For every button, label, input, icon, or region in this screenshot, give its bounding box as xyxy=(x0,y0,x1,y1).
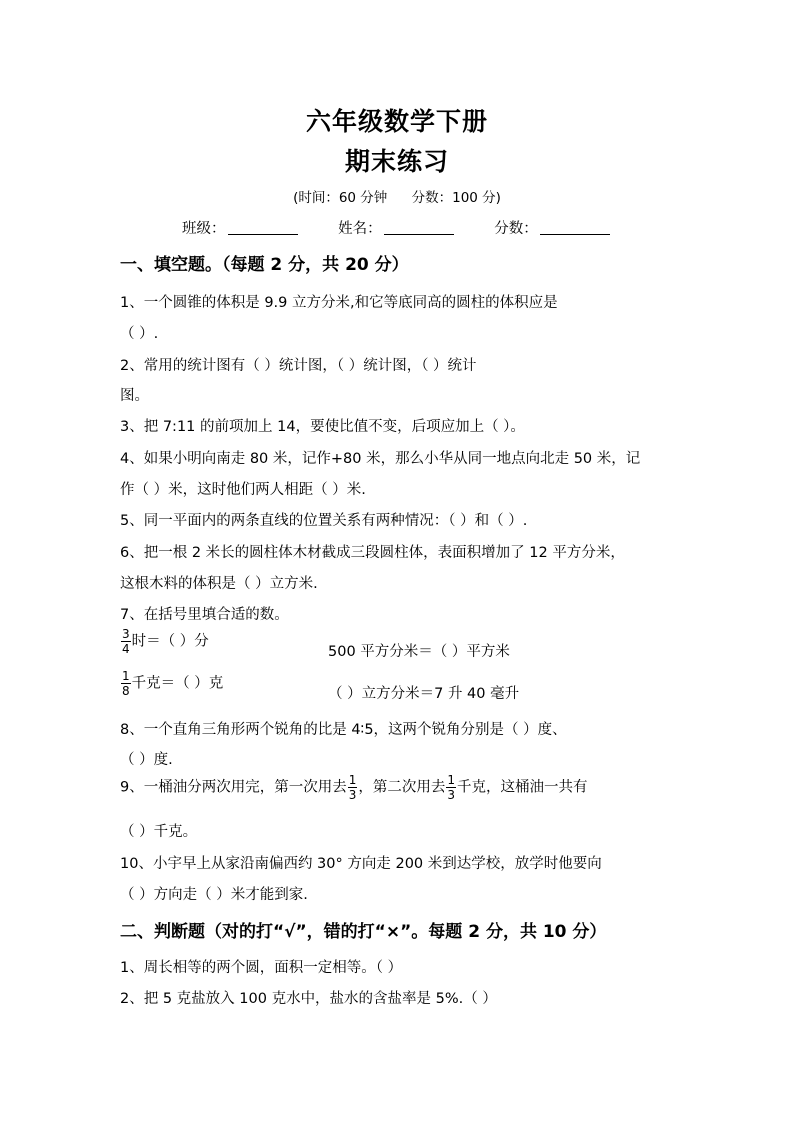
exam-meta xyxy=(0,186,794,206)
fraction-one-eighth: $\frac{1}{8}$ xyxy=(122,669,130,698)
question-7-row-1-right: 500 平方分米＝（ ）平方米 xyxy=(328,644,510,660)
question-7-row-1 xyxy=(120,628,209,655)
name-label: 姓名： xyxy=(338,221,382,237)
score-label: 分数： xyxy=(494,221,538,237)
section-2-heading: 二、判断题（对的打“√”，错的打“×”。每题 2 分，共 10 分） xyxy=(120,922,607,942)
time-info: (时间：60 分钟 xyxy=(293,190,388,206)
question-4-line-1: 4、如果小明向南走 80 米，记作+80 米，那么小华从同一地点向北走 50 米，记 xyxy=(120,451,641,467)
question-6-line-1: 6、把一根 2 米长的圆柱体木材截成三段圆柱体，表面积增加了 12 平方分米， xyxy=(120,545,625,561)
question-8-line-2: （ ）度. xyxy=(120,752,173,768)
q7-row1-left: 时＝（ ）分 xyxy=(131,633,209,650)
fraction-three-quarters: $\frac{3}{4}$ xyxy=(122,627,130,656)
question-1-line-2: （ ）. xyxy=(120,326,159,342)
question-9-line-2: （ ）千克。 xyxy=(120,824,198,840)
score-blank[interactable] xyxy=(540,220,610,235)
name-blank[interactable] xyxy=(384,220,454,235)
name-field xyxy=(338,217,454,238)
exam-subtitle: 期末练习 xyxy=(344,147,449,176)
question-5: 5、同一平面内的两条直线的位置关系有两种情况：（ ）和（ ）. xyxy=(120,513,528,529)
score-info: 分数：100 分) xyxy=(411,190,501,206)
class-field xyxy=(182,217,298,238)
question-2-line-1: 2、常用的统计图有（ ）统计图，（ ）统计图，（ ）统计 xyxy=(120,358,477,374)
question-8-line-1: 8、一个直角三角形两个锐角的比是 4∶5，这两个锐角分别是（ ）度、 xyxy=(120,722,567,738)
question-1-line-1: 1、一个圆锥的体积是 9.9 立方分米,和它等底同高的圆柱的体积应是 xyxy=(120,295,558,311)
question-6-line-2: 这根木料的体积是（ ）立方米. xyxy=(120,576,318,592)
question-10-line-1: 10、小宇早上从家沿南偏西约 30° 方向走 200 米到达学校，放学时他要向 xyxy=(120,856,602,872)
question-3: 3、把 7:11 的前项加上 14，要使比值不变，后项应加上（ ）。 xyxy=(120,419,525,435)
question-9-line-1: 9、一桶油分两次用完，第一次用去 $\frac{1}{3}$ ，第二次用去 $\frac{1}{3}$ 千克，这桶油一共有 xyxy=(120,773,588,802)
exam-title: 六年级数学下册 xyxy=(305,107,488,136)
question-7: 7、在括号里填合适的数。 xyxy=(120,607,289,623)
class-blank[interactable] xyxy=(228,220,298,235)
question-7-row-2 xyxy=(120,670,223,697)
judge-question-1: 1、周长相等的两个圆，面积一定相等。（ ） xyxy=(120,960,403,976)
question-7-row-2-right: （ ）立方分米＝7 升 40 毫升 xyxy=(328,686,520,702)
section-1-heading: 一、填空题。（每题 2 分，共 20 分） xyxy=(120,255,409,275)
question-10-line-2: （ ）方向走（ ）米才能到家. xyxy=(120,887,308,903)
judge-question-2: 2、把 5 克盐放入 100 克水中，盐水的含盐率是 5%.（ ） xyxy=(120,991,497,1007)
score-field xyxy=(494,217,610,238)
question-4-line-2: 作（ ）米，这时他们两人相距（ ）米. xyxy=(120,482,366,498)
class-label: 班级： xyxy=(182,221,226,237)
fraction-one-third-b: $\frac{1}{3}$ xyxy=(447,773,456,802)
question-2-line-2: 图。 xyxy=(120,388,149,404)
q7-row2-left: 千克＝（ ）克 xyxy=(131,675,224,692)
student-info xyxy=(182,217,646,238)
fraction-one-third-a: $\frac{1}{3}$ xyxy=(348,773,357,802)
